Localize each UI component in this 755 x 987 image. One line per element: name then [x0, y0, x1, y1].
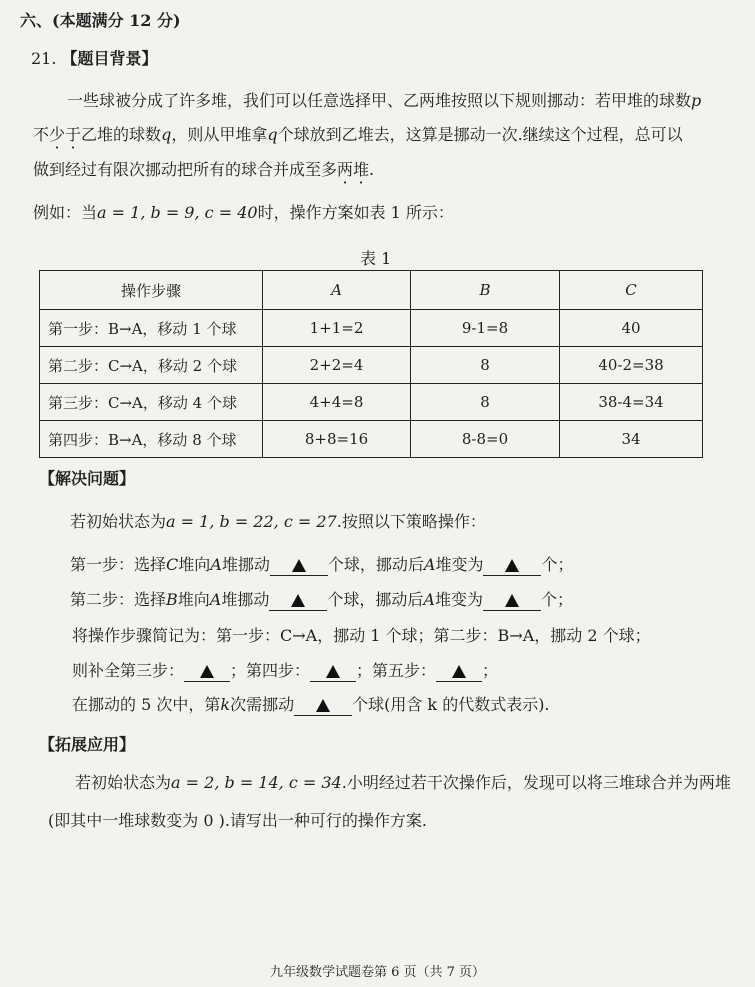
answer-blank[interactable] [184, 663, 230, 682]
solve-intro: 若初始状态为a = 1, b = 22, c = 27.按照以下策略操作： [70, 512, 486, 531]
triangle-icon [291, 594, 305, 607]
triangle-icon [505, 559, 519, 572]
solve-step-2: 第二步：选择B堆向A堆挪动 个球，挪动后A堆变为 个； [70, 590, 573, 609]
table-cell: 第一步：B→A，移动 1 个球 [40, 310, 263, 347]
section-title: 六、(本题满分 12 分) [20, 11, 181, 30]
answer-blank[interactable] [436, 663, 482, 682]
answer-blank[interactable] [483, 557, 541, 576]
answer-blank[interactable] [269, 592, 327, 611]
example-line: 例如：当a = 1, b = 9, c = 40时，操作方案如表 1 所示： [33, 203, 454, 222]
kth-step-line: 在挪动的 5 次中，第k次需挪动 个球(用含 k 的代数式表示). [72, 695, 550, 714]
background-line-2: 不少于乙堆的球数q，则从甲堆拿q个球放到乙堆去，这算是挪动一次.继续这个过程，总可以 [33, 125, 683, 144]
operations-table [39, 270, 703, 458]
background-line-3: 做到经过有限次挪动把所有的球合并成至多两堆. [33, 160, 375, 179]
table-cell: 40 [560, 310, 703, 347]
table-row [40, 310, 703, 347]
answer-blank[interactable] [294, 697, 352, 716]
table-cell: 8+8=16 [263, 421, 411, 458]
table-cell: 4+4=8 [263, 384, 411, 421]
table-header: 操作步骤 [40, 271, 263, 310]
extend-line-2: (即其中一堆球数变为 0 ).请写出一种可行的操作方案. [48, 811, 428, 830]
table-cell: 9-1=8 [411, 310, 560, 347]
table-row [40, 421, 703, 458]
table-cell: 40-2=38 [560, 347, 703, 384]
page-footer: 九年级数学试题卷第 6 页（共 7 页） [269, 965, 486, 980]
table-row [40, 384, 703, 421]
triangle-icon [452, 665, 466, 678]
table-header: A [263, 271, 411, 310]
background-line-1: 一些球被分成了许多堆，我们可以任意选择甲、乙两堆按照以下规则挪动：若甲堆的球数p [67, 91, 702, 110]
triangle-icon [316, 699, 330, 712]
answer-blank[interactable] [483, 592, 541, 611]
solve-step-1: 第一步：选择C堆向A堆挪动 个球，挪动后A堆变为 个； [70, 555, 574, 574]
table-caption: 表 1 [360, 249, 392, 268]
answer-blank[interactable] [310, 663, 356, 682]
table-header-row [40, 271, 703, 310]
table-cell: 第四步：B→A，移动 8 个球 [40, 421, 263, 458]
table-cell: 1+1=2 [263, 310, 411, 347]
table-cell: 38-4=34 [560, 384, 703, 421]
triangle-icon [200, 665, 214, 678]
table-cell: 8 [411, 384, 560, 421]
answer-blank[interactable] [270, 557, 328, 576]
background-label: 【题目背景】 [61, 49, 158, 68]
table-cell: 第三步：C→A，移动 4 个球 [40, 384, 263, 421]
problem-number: 21. [31, 49, 57, 68]
solve-label: 【解决问题】 [39, 469, 136, 488]
triangle-icon [292, 559, 306, 572]
extend-label: 【拓展应用】 [39, 735, 136, 754]
table-cell: 2+2=4 [263, 347, 411, 384]
triangle-icon [505, 594, 519, 607]
abbrev-line: 将操作步骤简记为：第一步：C→A，挪动 1 个球；第二步：B→A，挪动 2 个球； [72, 626, 651, 645]
table-cell: 8-8=0 [411, 421, 560, 458]
table-header: B [411, 271, 560, 310]
table-row [40, 347, 703, 384]
table-cell: 34 [560, 421, 703, 458]
table-cell: 第二步：C→A，移动 2 个球 [40, 347, 263, 384]
triangle-icon [326, 665, 340, 678]
table-header: C [560, 271, 703, 310]
complete-steps-line: 则补全第三步： ；第四步： ；第五步： ； [72, 661, 499, 680]
table-cell: 8 [411, 347, 560, 384]
extend-line-1: 若初始状态为a = 2, b = 14, c = 34.小明经过若干次操作后，发现可以将三堆球合并为两堆 [75, 773, 731, 792]
problem-header [31, 46, 158, 69]
